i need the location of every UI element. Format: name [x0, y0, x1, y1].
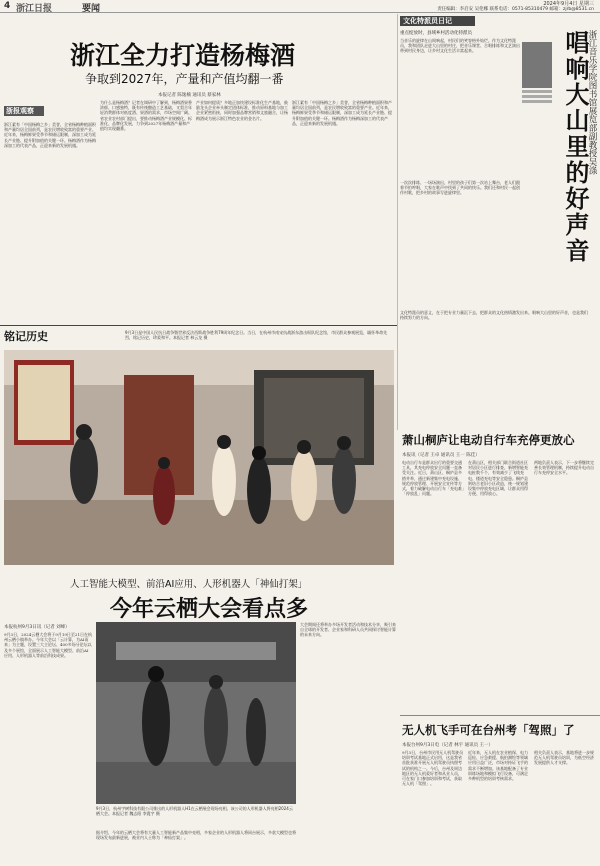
lead-body-col3: 产业如何提质？多地正加快建设标准化生产基地，鼓励龙头企业牵头制定团体标准，推动原料基地与加工企业紧密衔接，同时加强品牌营销和文旅融合，让杨梅酒成为展示浙江特色农业的金名片。 [196, 100, 288, 121]
lead-body-col1: 浙江素有「中国杨梅之乡」美誉，全省杨梅种植面积和产量均居全国前列，是农民增收致富的重要产业。近年来，杨梅鲜果受季节和储运限制，深加工成为延长产业链、提升附加值的关键一环。杨梅酒作为杨梅深加工的代表产品，正迎来新的发展机遇。 [4, 122, 96, 148]
yunqi-photo [96, 622, 296, 804]
diary-body-1: 当音乐的旋律在山间响起，村民们的笑容格外灿烂。作为文化特派员，我和团队走进大山里的村庄，把音乐课堂、合唱排练和文艺演出带到村民身边，让乡村文化生活丰富起来。 [400, 38, 520, 54]
lead-column-tag: 浙报观察 [4, 106, 44, 116]
lead-subheadline: 争取到2027年，产量和产值均翻一番 [85, 72, 284, 86]
diary-body-3: 文化特派员的意义，在于把专业力量沉下去，把群众的文化热情激发出来。唱响大山里的好声音，也是我们持续努力的方向。 [400, 310, 588, 321]
lead-body-col2: 为什么是杨梅酒？记者在调研中了解到，杨梅酒果香浓郁、口感独特，既有传统酿造工艺基础，又契合年轻消费群体对低度酒、果酒的需求，市场空间广阔。省农业农村部门提出，要推动杨梅酒产业规模化、标准化、品牌化发展，力争到2027年杨梅酒产量和产值均实现翻番。 [100, 100, 192, 132]
diary-vertical-kicker: 浙江音乐学院图书馆展览部副教授吴涤 [587, 30, 597, 175]
drone-body-col1: 9月3日，台州市民用无人机驾驶员培训考试基地正式启用，这是我省首批获准开展无人机驾驶员执照考试的机构之一。今后，台州及周边地区的无人机爱好者和从业人员，可在家门口参加培训和考试，获取无人机「驾照」。 [402, 750, 464, 787]
paper-name: 浙江日报 [16, 4, 53, 14]
memory-photo [4, 350, 394, 565]
yunqi-kicker: 人工智能大模型、前沿AI应用、人形机器人「神仙打架」 [70, 579, 308, 590]
memory-column-label: 铭记历史 [4, 330, 48, 343]
xiaoshan-bottom-rule [400, 715, 600, 716]
yunqi-headline: 今年云栖大会看点多 [110, 597, 309, 622]
column-divider [397, 14, 398, 430]
drone-byline: 本报台州9月3日电（记者 林宇 通讯员 王一） [402, 743, 494, 748]
diary-body-2: 一次次排练、一场场演出，村里的孩子们第一次站上舞台，老人们跟着节拍哼唱，大家在歌声中找到了共同的快乐。我们还和村民一起创作村歌，把乡村的故事写进旋律里。 [400, 180, 520, 196]
yunqi-byline: 本报杭州9月3日讯（记者 刘峰） [4, 625, 70, 630]
issue-date: 2024年9月4日 星期三 [543, 1, 594, 7]
section-name: 要闻 [82, 4, 101, 14]
xiaoshan-body-col2: 在萧山区，相关部门联合街道社区对居民小区进行排查，新增智能充电桩数千个，有效减少了飞线充电、楼道充电等安全隐患。桐庐县则结合老旧小区改造，统一规划建设集中停放充电区域，让群众用得方便、用得放心。 [468, 460, 528, 497]
diary-intro: 重点绽放时，县域乡村活动化特派员 [400, 31, 472, 36]
drone-body-col3: 相关负责人表示，基地将进一步规范无人机驾驶员培训，为低空经济发展提供人才支撑。 [534, 750, 594, 766]
author-photo [522, 42, 552, 88]
page-header [0, 0, 600, 13]
diary-vertical-title: 唱响大山里的好声音 [561, 30, 589, 264]
xiaoshan-byline: 本报讯（记者 王卓 通讯员 王一 陈佳） [402, 453, 480, 458]
editor-line: 责任编辑：李启安 吴伦娜 联系电话：0571-85310479 邮箱：zjrb@8531.cn [437, 7, 594, 12]
diary-column-label: 文化特派员日记 [400, 16, 475, 26]
yunqi-body-col3: 大会期间还将举办多场开发者活动和技术分享，吸引来自全球的开发者、企业家和科研人员共同探讨智能计算的未来方向。 [300, 622, 396, 638]
xiaoshan-body-col1: 电动自行车是群众出行的重要交通工具，其充电停放安全问题一直备受关注。近日，萧山区、桐庐县多措并举，通过新建集中充电设施、规范停放管理、开展安全宣传等方式，着力破解电动自行车「充电难」「停放乱」问题。 [402, 460, 464, 497]
yunqi-body-col1: 9月3日，2024云栖大会将于9月19日至21日在杭州云栖小镇举办。今年大会以「云计算，为AI而来」为主题，设置三大主论坛、400多场分论坛以及多个展馆，全面展示人工智能大模型、前沿AI应用、人形机器人等前沿科技成果。 [4, 632, 92, 658]
lead-bottom-rule [0, 325, 398, 326]
drone-body-col2: 近年来，无人机在农业植保、电力巡检、应急救援、航拍测绘等领域应用日益广泛，市场对持证飞手的需求不断增加。该基地配备了专业训练场地和模拟飞行设备，可满足多种机型的培训考核需求。 [468, 750, 528, 782]
yunqi-photo-caption: 9月3日，杭州宇树科技有限公司推出的人形机器人H1在云栖展会现场亮相。该公司的人形机器人将亮相2024云栖大会。本报记者 魏志阳 李震宇 摄 [96, 806, 293, 816]
yunqi-body-col2: 据介绍，今年的云栖大会将有大量人工智能新产品集中亮相，多家企业的人形机器人将同台展示，多款大模型也将现场发布最新进展，被业内人士称为「神仙打架」。 [96, 830, 296, 841]
xiaoshan-headline: 萧山桐庐让电动自行车充停更放心 [402, 433, 575, 447]
author-photo-stripe [522, 90, 552, 110]
xiaoshan-body-col3: 两地负责人表示，下一步将继续完善长效管理机制，持续提升电动自行车充停安全水平。 [534, 460, 594, 476]
memory-caption: 9月3日是中国人民抗日战争暨世界反法西斯战争胜利79周年纪念日。当日，在杭州市南宋抗战浙东游击纵队纪念馆，市民群众参观展览，缅怀革命先烈，铭记历史，珍爱和平。本报记者 林云龙 摄 [125, 330, 388, 340]
drone-headline: 无人机飞手可在台州考「驾照」了 [402, 723, 575, 737]
page-number: 4 [4, 1, 11, 11]
lead-headline: 浙江全力打造杨梅酒 [70, 41, 296, 70]
lead-body-col4: 浙江素有「中国杨梅之乡」美誉，全省杨梅种植面积和产量均居全国前列，是农民增收致富的重要产业。近年来，杨梅鲜果受季节和储运限制，深加工成为延长产业链、提升附加值的关键一环。杨梅酒作为杨梅深加工的代表产品，正迎来新的发展机遇。 [292, 100, 392, 126]
lead-byline: 本报记者 陈逸楠 通讯员 蔡家林 [158, 93, 221, 98]
